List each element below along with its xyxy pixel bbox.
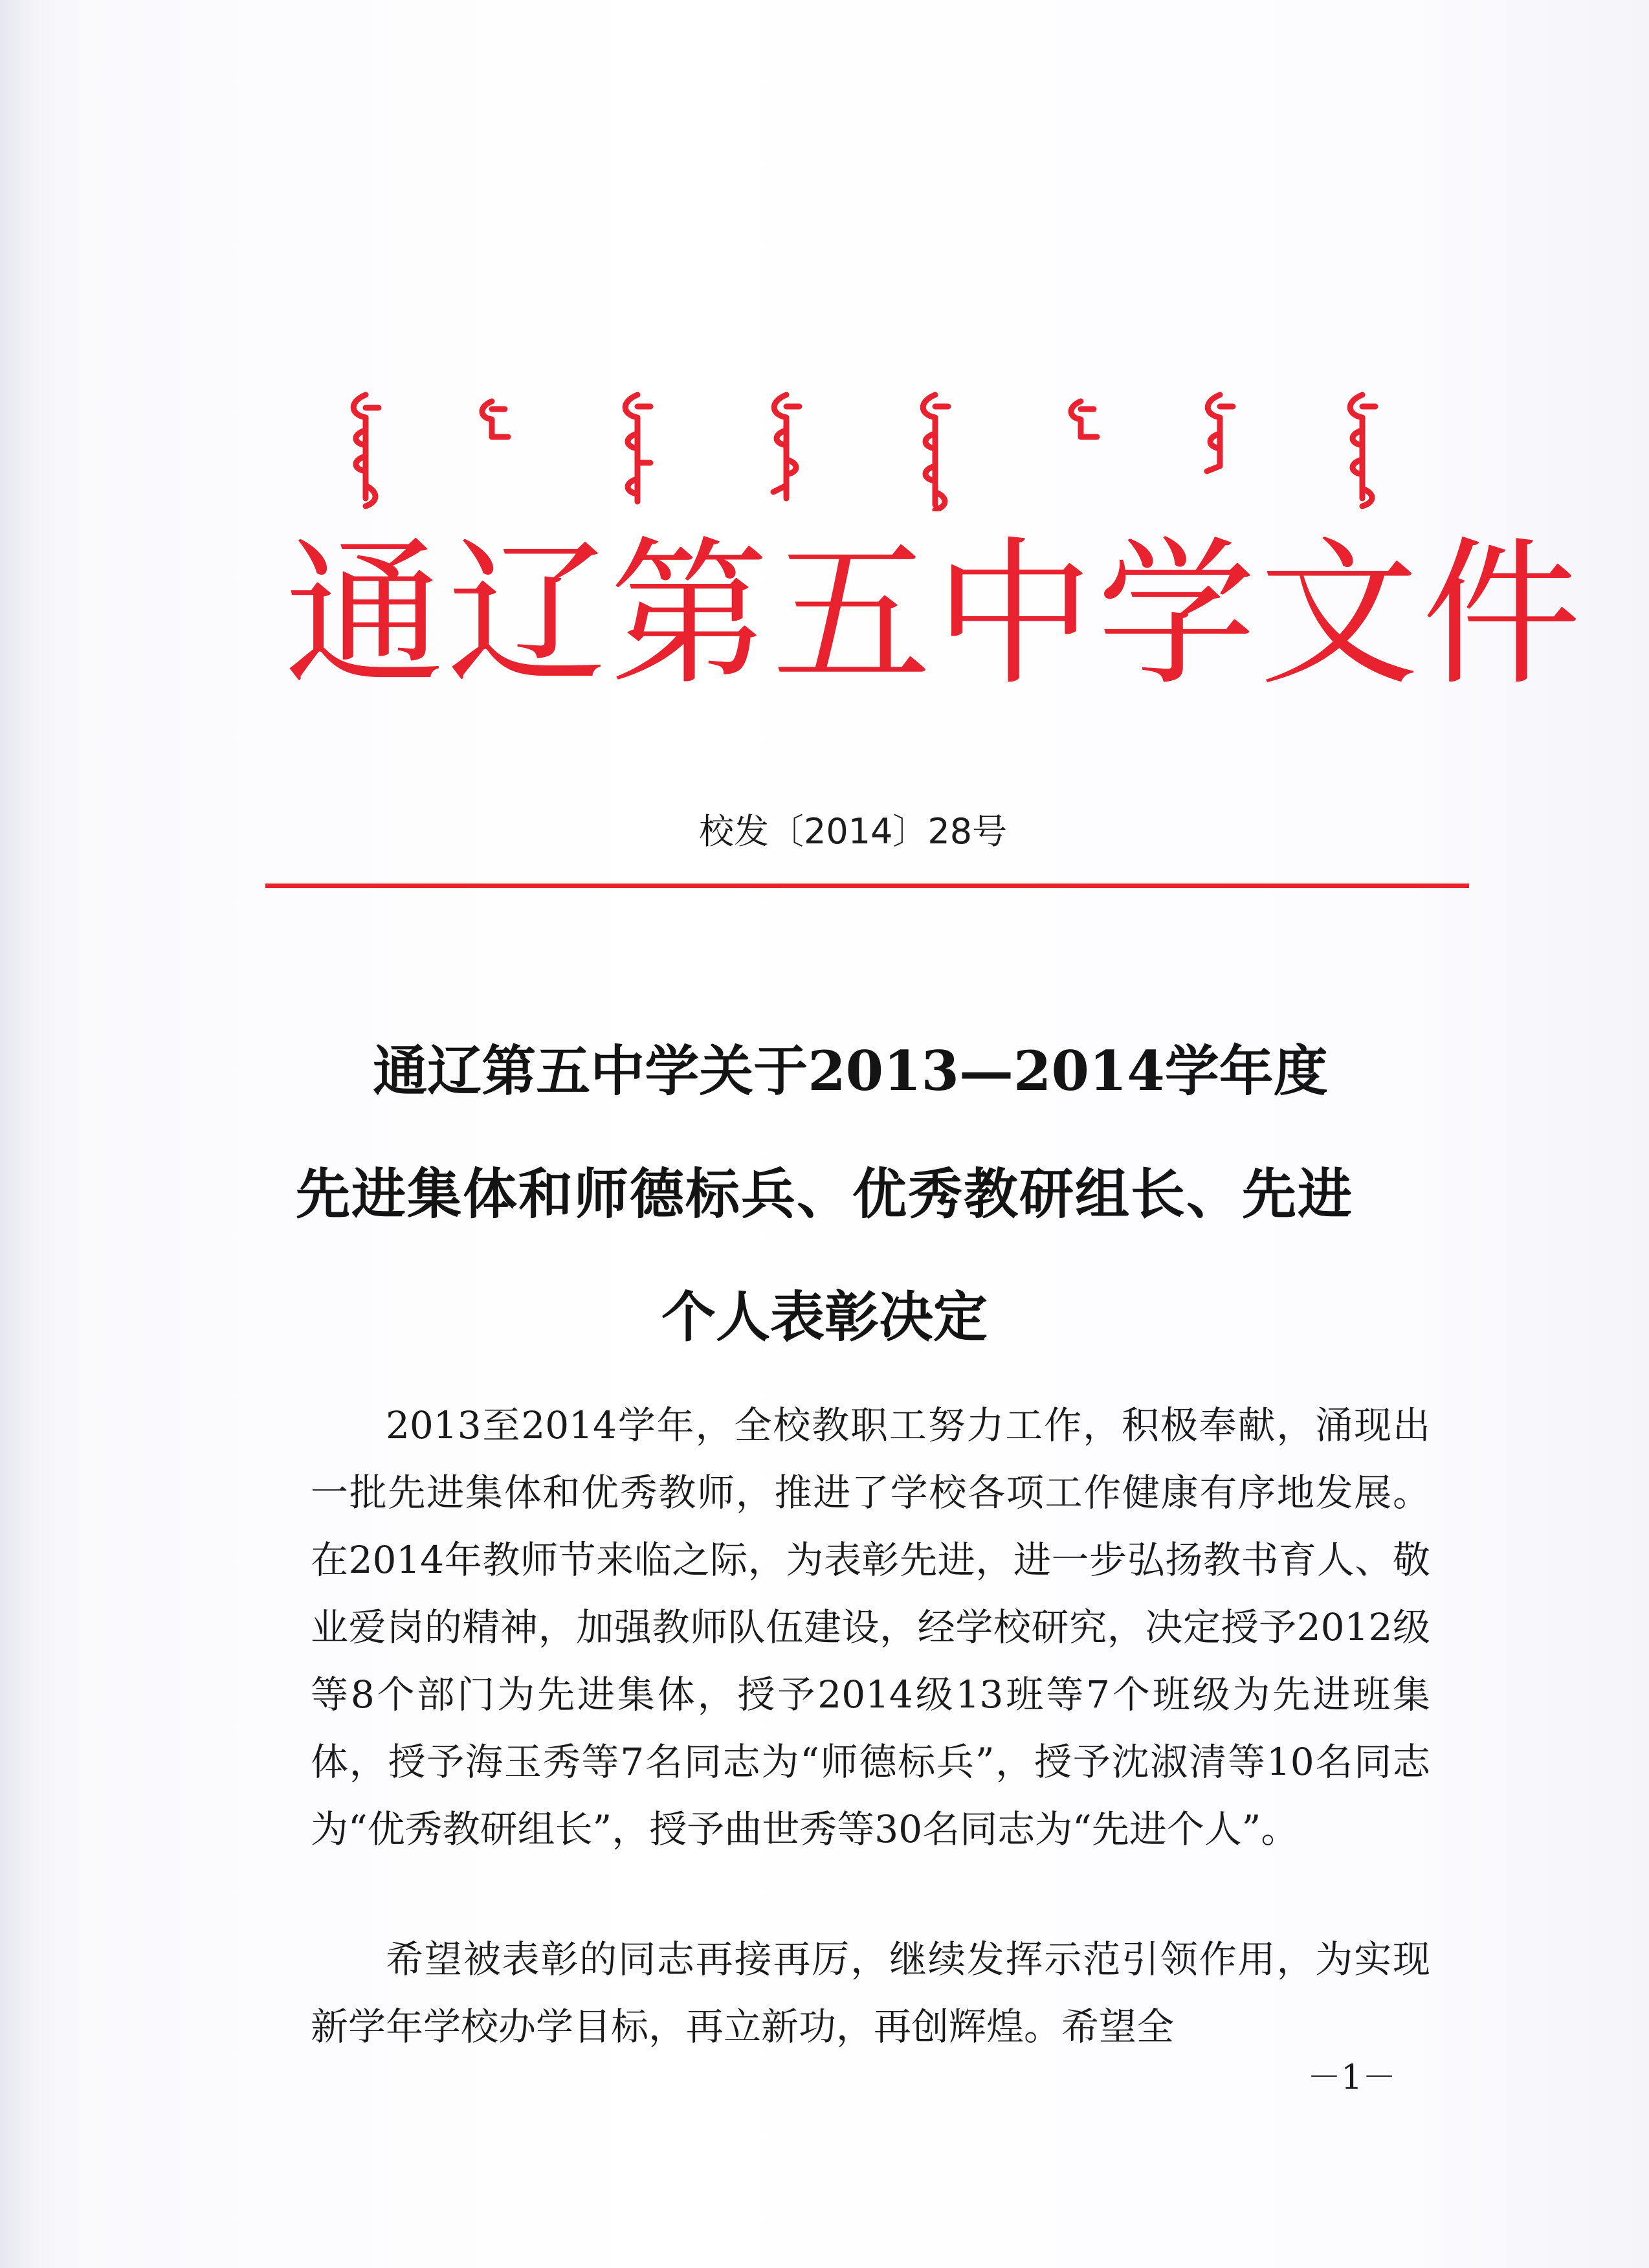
scan-edge-shadow (0, 0, 58, 2268)
paragraph-text: 希望被表彰的同志再接再厉，继续发挥示范引领作用，为实现新学年学校办学目标，再立新功，再创辉煌。希望全 (311, 1937, 1430, 2049)
body-paragraph-1 (311, 1392, 1430, 1863)
paragraph-text: 2013至2014学年，全校教职工努力工作，积极奉献，涌现出一批先进集体和优秀教师，推进了学校各项工作健康有序地发展。在2014年教师节来临之际，为表彰先进，进一步弘扬教书育人、敬业爱岗的精神，加强教师队伍建设，经学校研究，决定授予2012级等8个部门为先进集体，授予2014级13班等7个班级为先进班集体，授予海玉秀等7名同志为“师德标兵”，授予沈淑清等10名同志为“优秀教研组长”，授予曲世秀等30名同志为“先进个人”。 (311, 1403, 1430, 1851)
mongolian-glyph (1350, 395, 1375, 506)
mongolian-glyph (773, 395, 799, 498)
mongolian-script-header (324, 388, 1424, 511)
document-number: 校发〔2014〕28号 (699, 811, 1008, 852)
mongolian-glyph (625, 395, 650, 502)
mongolian-glyph (353, 395, 379, 506)
document-heading-line-3: 个人表彰决定 (661, 1285, 988, 1349)
mongolian-glyph (1071, 401, 1097, 437)
document-letterhead-title: 通辽第五中学文件 (285, 522, 1584, 707)
document-heading-line-1: 通辽第五中学关于2013—2014学年度 (373, 1039, 1328, 1103)
red-divider-line (265, 884, 1469, 888)
document-heading-line-2: 先进集体和师德标兵、优秀教研组长、先进 (295, 1162, 1353, 1226)
mongolian-glyph (1207, 395, 1233, 471)
mongolian-glyph (923, 395, 948, 510)
mongolian-glyph (482, 401, 508, 437)
body-paragraph-2 (311, 1926, 1430, 2060)
page-number: －1－ (1307, 2058, 1397, 2097)
